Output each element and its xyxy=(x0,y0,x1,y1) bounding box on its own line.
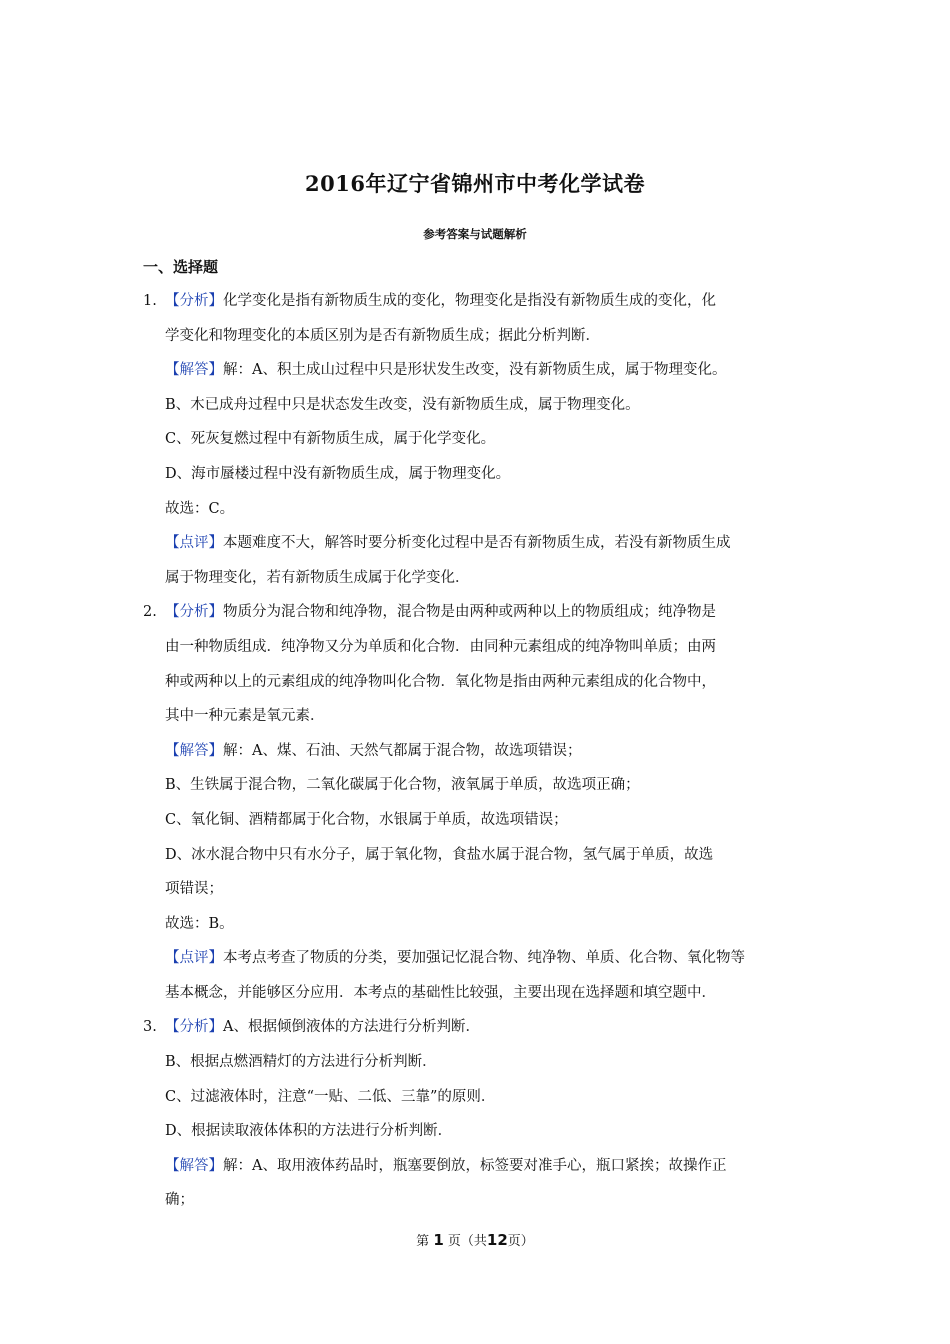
analysis-text: 由一种物质组成．纯净物又分为单质和化合物．由同种元素组成的纯净物叫单质；由两 xyxy=(165,638,716,655)
review-tag: 【点评】 xyxy=(165,950,223,967)
answer-text: 解：A、积土成山过程中只是形状发生改变，没有新物质生成，属于物理变化。 xyxy=(223,362,727,379)
analysis-tag: 【分析】 xyxy=(165,293,223,309)
answer-text: 故选：C。 xyxy=(165,500,235,517)
question-3 xyxy=(143,1010,808,1218)
answer-tag: 【解答】 xyxy=(165,1157,223,1174)
question-2-review-line xyxy=(143,941,808,976)
answer-text: 确； xyxy=(165,1192,194,1209)
footer-middle: 页（共 xyxy=(447,1234,487,1249)
answer-text: 项错误； xyxy=(165,881,223,898)
answer-text: C、死灰复燃过程中有新物质生成，属于化学变化。 xyxy=(165,431,496,448)
question-number: 1. xyxy=(143,293,157,309)
question-1 xyxy=(143,284,808,595)
page-number: 1 xyxy=(433,1231,444,1249)
review-text: 属于物理变化，若有新物质生成属于化学变化． xyxy=(165,569,470,586)
page-title: 2016年辽宁省锦州市中考化学试卷 xyxy=(305,171,645,196)
analysis-text: D、根据读取液体体积的方法进行分析判断． xyxy=(165,1123,453,1140)
review-text: 基本概念，并能够区分应用．本考点的基础性比较强，主要出现在选择题和填空题中． xyxy=(165,984,716,1001)
answer-text: D、冰水混合物中只有水分子，属于氧化物，食盐水属于混合物，氢气属于单质，故选 xyxy=(165,846,714,863)
analysis-tag: 【分析】 xyxy=(165,604,223,621)
answer-text: B、生铁属于混合物，二氧化碳属于化合物，液氧属于单质，故选项正确； xyxy=(165,777,640,794)
analysis-text: 种或两种以上的元素组成的纯净物叫化合物．氧化物是指由两种元素组成的化合物中， xyxy=(165,673,716,690)
question-1-answer-line xyxy=(143,353,808,388)
answer-text: 解：A、取用液体药品时，瓶塞要倒放，标签要对准手心，瓶口紧挨；故操作正 xyxy=(223,1157,727,1174)
review-text: 本题难度不大，解答时要分析变化过程中是否有新物质生成，若没有新物质生成 xyxy=(223,535,731,552)
answer-tag: 【解答】 xyxy=(165,742,223,759)
answer-text: B、木已成舟过程中只是状态发生改变，没有新物质生成，属于物理变化。 xyxy=(165,396,640,413)
question-2-analysis-line xyxy=(143,595,808,630)
answer-text: D、海市蜃楼过程中没有新物质生成，属于物理变化。 xyxy=(165,465,511,482)
page-footer xyxy=(0,1230,950,1249)
question-3-answer-line xyxy=(143,1149,808,1184)
analysis-tag: 【分析】 xyxy=(165,1019,223,1036)
analysis-text: C、过滤液体时，注意“一贴、二低、三靠”的原则． xyxy=(165,1088,496,1105)
answer-text: 故选：B。 xyxy=(165,915,234,932)
total-pages: 12 xyxy=(486,1231,508,1249)
question-number: 3. xyxy=(143,1019,157,1036)
question-2-answer-line xyxy=(143,734,808,769)
section-heading: 一、选择题 xyxy=(143,258,219,276)
question-1-review-line xyxy=(143,526,808,561)
footer-prefix: 第 xyxy=(416,1234,430,1249)
question-1-analysis-line xyxy=(143,284,808,319)
question-3-analysis-line xyxy=(143,1010,808,1045)
review-tag: 【点评】 xyxy=(165,535,223,552)
answer-tag: 【解答】 xyxy=(165,362,223,379)
review-text: 本考点考查了物质的分类，要加强记忆混合物、纯净物、单质、化合物、氧化物等 xyxy=(223,950,745,967)
answer-text: C、氧化铜、酒精都属于化合物，水银属于单质，故选项错误； xyxy=(165,811,568,828)
answer-content xyxy=(143,284,808,1218)
analysis-text: 化学变化是指有新物质生成的变化，物理变化是指没有新物质生成的变化，化 xyxy=(223,293,716,309)
analysis-text: B、根据点燃酒精灯的方法进行分析判断． xyxy=(165,1054,437,1071)
analysis-text: 学变化和物理变化的本质区别为是否有新物质生成；据此分析判断． xyxy=(165,327,600,344)
answer-text: 解：A、煤、石油、天然气都属于混合物，故选项错误； xyxy=(223,742,582,759)
question-2 xyxy=(143,595,808,1010)
analysis-text: 物质分为混合物和纯净物，混合物是由两种或两种以上的物质组成；纯净物是 xyxy=(223,604,716,621)
page-subtitle: 参考答案与试题解析 xyxy=(423,227,527,241)
question-number: 2. xyxy=(143,604,157,621)
analysis-text: A、根据倾倒液体的方法进行分析判断． xyxy=(223,1019,480,1036)
footer-suffix: 页） xyxy=(507,1234,534,1249)
analysis-text: 其中一种元素是氧元素． xyxy=(165,708,325,725)
